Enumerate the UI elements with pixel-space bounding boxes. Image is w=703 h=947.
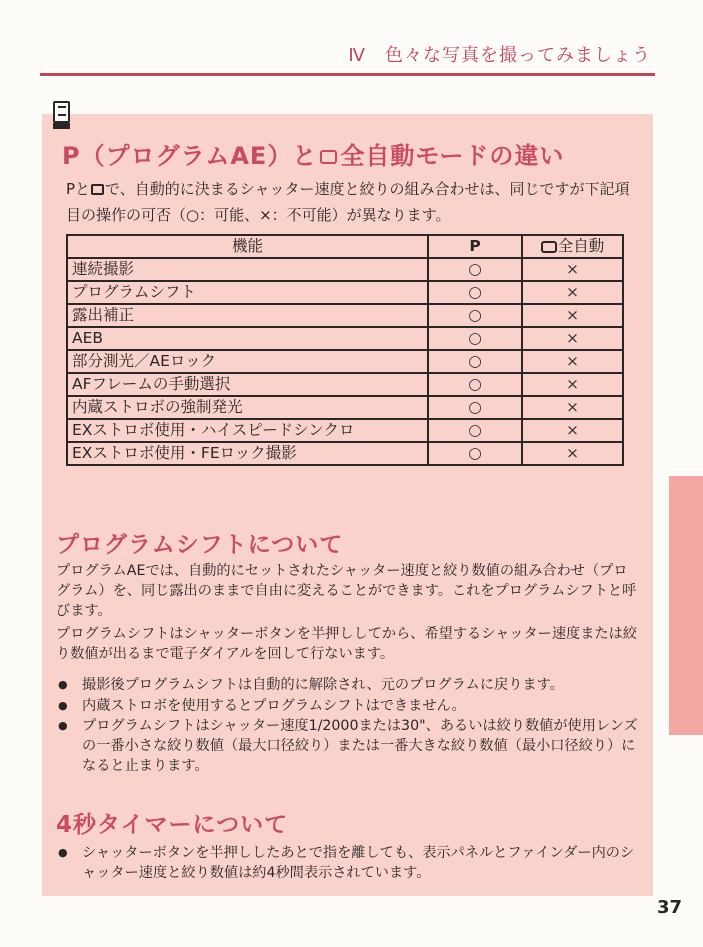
list-item: ● 内蔵ストロボを使用するとプログラムシフトはできません。 <box>56 696 646 716</box>
feature-cell: EXストロボ使用・ハイスピードシンクロ <box>67 419 428 442</box>
p-mark-cell: ○ <box>428 258 522 281</box>
p-mark-cell: ○ <box>428 442 522 465</box>
auto-mark-cell: × <box>522 419 623 442</box>
table-row <box>67 396 623 419</box>
list-item: ● シャッターボタンを半押ししたあとで指を離しても、表示パネルとファインダー内のシャッター速度と絞り数値は約4秒間表示されています。 <box>56 843 646 883</box>
p-mark-cell: ○ <box>428 281 522 304</box>
program-shift-paragraph-2: プログラムシフトはシャッターボタンを半押ししてから、希望するシャッター速度または絞り数値が出るまで電子ダイアルを回して行ないます。 <box>56 626 637 662</box>
intro-part-1: Pと <box>66 180 91 198</box>
header-divider <box>40 73 655 76</box>
feature-cell: AEB <box>67 327 428 350</box>
content-panel <box>42 114 653 896</box>
full-auto-mode-icon <box>541 241 557 253</box>
intro-paragraph <box>66 176 641 228</box>
feature-cell: 露出補正 <box>67 304 428 327</box>
auto-mark-cell: × <box>522 350 623 373</box>
feature-cell: EXストロボ使用・FEロック撮影 <box>67 442 428 465</box>
p-mark-cell: ○ <box>428 350 522 373</box>
column-header-full-auto <box>522 235 623 258</box>
column-header-full-auto-label: 全自動 <box>557 237 605 255</box>
feature-cell: 連続撮影 <box>67 258 428 281</box>
table-row <box>67 281 623 304</box>
auto-mark-cell: × <box>522 327 623 350</box>
feature-cell: 部分測光／AEロック <box>67 350 428 373</box>
auto-mark-cell: × <box>522 396 623 419</box>
list-item: ● プログラムシフトはシャッター速度1/2000または30"、あるいは絞り数値が使用レンズの一番小さな絞り数値（最大口径絞り）または一番大きな絞り数値（最小口径絞り）になると止まります。 <box>56 716 646 776</box>
p-mark-cell: ○ <box>428 304 522 327</box>
intro-part-2: で、自動的に決まるシャッター速度と絞りの組み合わせは、同じですが下記項目の操作の可否（○：可能、×：不可能）が異なります。 <box>66 180 630 224</box>
auto-mark-cell: × <box>522 258 623 281</box>
section-title-p-vs-full-auto <box>62 136 564 171</box>
table-header-row <box>67 235 623 258</box>
column-header-p: P <box>428 235 522 258</box>
section-title-4sec-timer: 4秒タイマーについて <box>56 812 289 838</box>
auto-mark-cell: × <box>522 373 623 396</box>
chapter-title: Ⅳ 色々な写真を撮ってみましょう <box>348 45 651 66</box>
timer-notes <box>56 843 646 884</box>
auto-mark-cell: × <box>522 442 623 465</box>
p-mark-cell: ○ <box>428 419 522 442</box>
table-row <box>67 350 623 373</box>
list-item: ● 撮影後プログラムシフトは自動的に解除され、元のプログラムに戻ります。 <box>56 675 646 695</box>
table-row <box>67 373 623 396</box>
program-shift-notes <box>56 675 646 777</box>
p-mark-cell: ○ <box>428 327 522 350</box>
page-number: 37 <box>657 897 683 918</box>
table-row <box>67 442 623 465</box>
program-shift-paragraph-1: プログラムAEでは、自動的にセットされたシャッター速度と絞り数値の組み合わせ（プログラム）を、同じ露出のままで自由に変えることができます。これをプログラムシフトと呼びます。 <box>56 563 637 619</box>
table-row <box>67 258 623 281</box>
auto-mark-cell: × <box>522 304 623 327</box>
table-row <box>67 304 623 327</box>
p-mark-cell: ○ <box>428 373 522 396</box>
feature-cell: AFフレームの手動選択 <box>67 373 428 396</box>
table-row <box>67 327 623 350</box>
section-title-program-shift: プログラムシフトについて <box>56 532 344 558</box>
full-auto-mode-icon <box>91 184 104 195</box>
p-mark-cell: ○ <box>428 396 522 419</box>
table-row <box>67 419 623 442</box>
feature-cell: 内蔵ストロボの強制発光 <box>67 396 428 419</box>
chapter-side-tab <box>669 476 703 735</box>
column-header-function: 機能 <box>67 235 428 258</box>
full-auto-mode-icon <box>320 150 337 164</box>
memo-icon <box>53 101 70 123</box>
title-part-1: P（プログラムAE）と <box>62 142 318 170</box>
comparison-table <box>66 234 624 466</box>
feature-cell: プログラムシフト <box>67 281 428 304</box>
auto-mark-cell: × <box>522 281 623 304</box>
title-part-2: 全自動モードの違い <box>340 142 565 170</box>
